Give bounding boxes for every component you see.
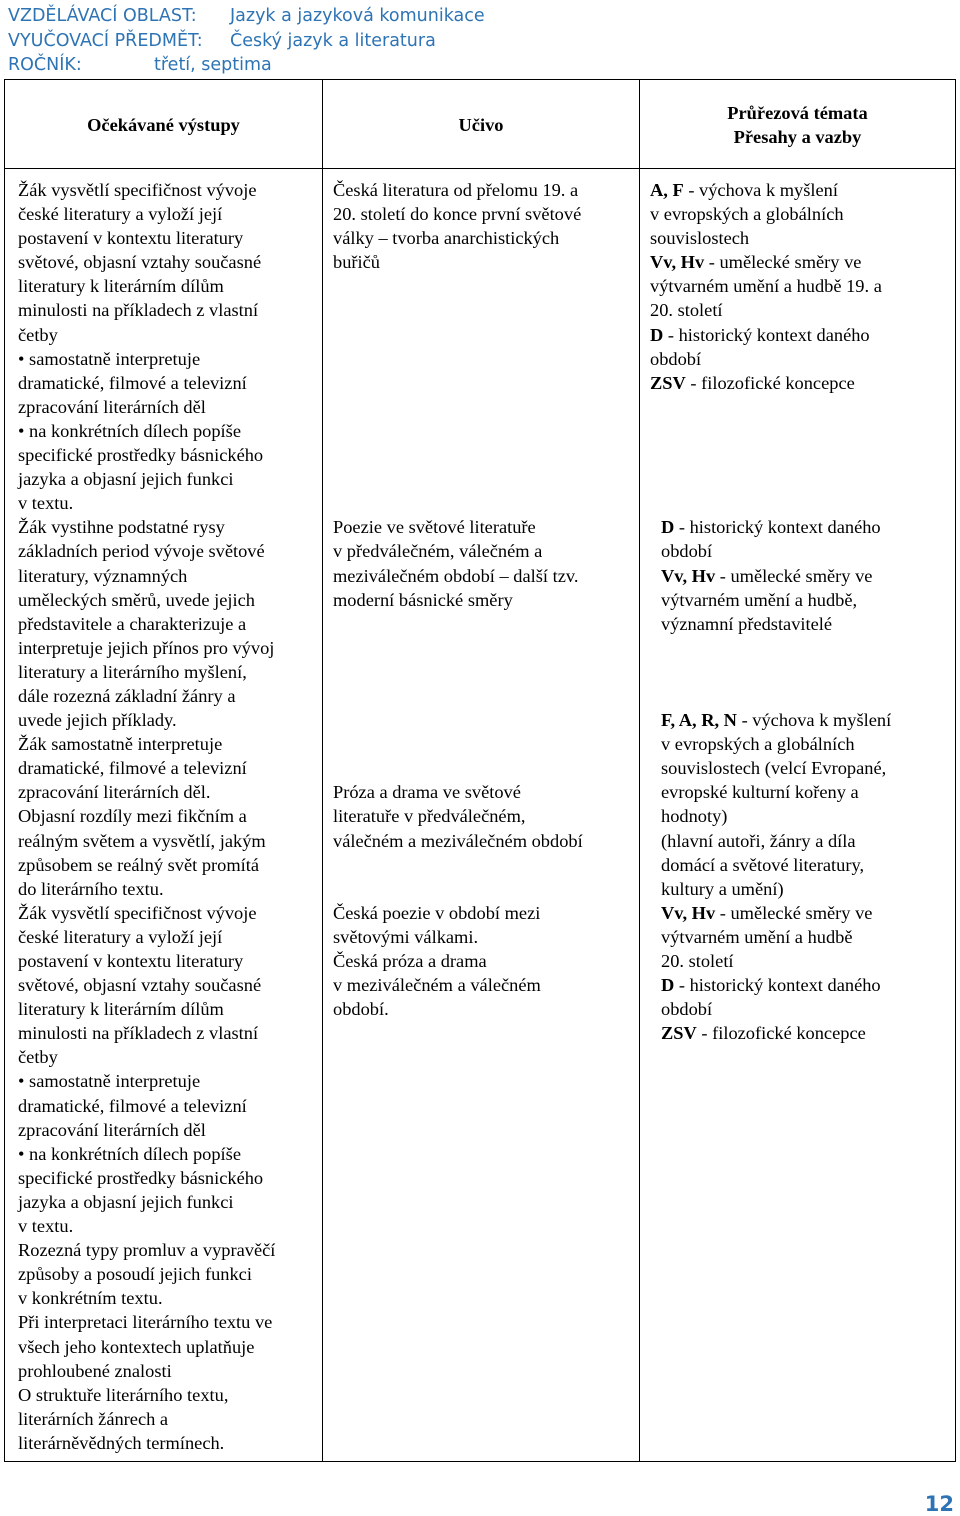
subject-abbrev: F, A, R, N (661, 710, 737, 731)
crosscutting-text: evropské kulturní kořeny a (661, 782, 859, 803)
curriculum-line (333, 443, 635, 467)
outcome-line: literatury a literárního myšlení, (18, 661, 247, 682)
outcomes-cell (5, 169, 323, 1462)
curriculum-line: literatuře v předválečném, (333, 806, 526, 827)
curriculum-line (333, 298, 635, 322)
crosscutting-text: souvislostech (velcí Evropané, (661, 758, 887, 779)
outcome-line: Žák vystihne podstatné rysy (18, 517, 225, 538)
page-number: 12 (924, 1492, 954, 1516)
area-label: VZDĚLÁVACÍ OBLAST: (8, 6, 197, 26)
outcome-line: postavení v kontextu literatury (18, 951, 244, 971)
crosscutting-text: - filozofické koncepce (696, 1023, 866, 1044)
crosscutting-line (650, 829, 951, 853)
subject-abbrev: Vv, Hv (661, 902, 716, 923)
outcome-line: četby (18, 1047, 58, 1068)
outcome-line: minulosti na příkladech z vlastní (18, 1023, 259, 1044)
outcome-line: české literatury a vyloží její (18, 926, 223, 947)
col-header-crosscutting: Průřezová témata Přesahy a vazby (640, 80, 956, 169)
outcome-line: základních period vývoje světové (18, 541, 265, 562)
grade-row (8, 53, 485, 78)
table-header-row (5, 80, 956, 169)
subject-abbrev: A, F (650, 180, 684, 200)
crosscutting-text: - historický kontext daného (663, 324, 870, 345)
crosscutting-line (650, 708, 951, 732)
crosscutting-text: 20. století (661, 951, 734, 971)
outcome-line: postavení v kontextu literatury (18, 228, 244, 249)
subject-abbrev: ZSV (650, 372, 686, 393)
subject-abbrev: D (661, 975, 675, 996)
crosscutting-line (650, 612, 951, 636)
outcome-line: literatury k literárním dílům (18, 276, 224, 297)
outcome-line: specifické prostředky básnického (18, 445, 264, 466)
crosscutting-text: - historický kontext daného (674, 975, 881, 996)
outcome-line: • samostatně interpretuje (18, 1071, 201, 1092)
crosscutting-line (650, 901, 951, 925)
curriculum-line (333, 877, 635, 901)
outcome-line: interpretuje jejich přínos pro vývoj (18, 637, 275, 658)
curriculum-line (333, 636, 635, 660)
outcome-line: jazyka a objasní jejich funkci (18, 469, 234, 490)
outcome-line: Žák samostatně interpretuje (18, 734, 223, 755)
outcome-line: české literatury a vyloží její (18, 204, 223, 225)
outcome-line: specifické prostředky básnického (18, 1167, 264, 1188)
crosscutting-line (650, 515, 951, 539)
crosscutting-text: - umělecké směry ve (715, 565, 873, 586)
outcome-line: způsoby a posoudí jejich funkci (18, 1264, 252, 1285)
outcome-line: zpracování literárních děl (18, 1119, 206, 1140)
curriculum-line (333, 660, 635, 684)
curriculum-line: období. (333, 999, 389, 1020)
crosscutting-line (650, 756, 951, 780)
crosscutting-text: v evropských a globálních (661, 734, 855, 755)
outcome-line: Objasní rozdíly mezi fikčním a (18, 806, 247, 827)
outcome-line: literatury k literárním dílům (18, 999, 224, 1020)
crosscutting-line (650, 780, 951, 804)
curriculum-line (333, 612, 635, 636)
crosscutting-line (650, 347, 951, 371)
crosscutting-line (650, 274, 951, 298)
outcome-line: O struktuře literárního textu, (18, 1384, 229, 1405)
outcome-line: reálným světem a vysvětlí, jakým (18, 830, 266, 851)
curriculum-cell (323, 169, 640, 1462)
crosscutting-line (650, 564, 951, 588)
outcome-line: Žák vysvětlí specifičnost vývoje (18, 902, 257, 923)
curriculum-line: světovými válkami. (333, 926, 479, 947)
subject-value: Český jazyk a literatura (230, 30, 436, 51)
outcome-line: světové, objasní vztahy současné (18, 975, 262, 996)
curriculum-line: 20. století do konce první světové (333, 204, 582, 225)
crosscutting-line (650, 443, 951, 467)
crosscutting-text: souvislostech (650, 228, 750, 249)
curriculum-line (333, 491, 635, 515)
crosscutting-line (650, 877, 951, 901)
outcome-line: minulosti na příkladech z vlastní (18, 300, 259, 321)
outcome-line: dramatické, filmové a televizní (18, 1095, 247, 1116)
subject-abbrev: D (650, 324, 664, 345)
outcome-line: literárních žánrech a (18, 1408, 169, 1429)
curriculum-line: Česká próza a drama (333, 951, 487, 971)
crosscutting-line (650, 732, 951, 756)
curriculum-line: v předválečném, válečném a (333, 541, 543, 562)
crosscutting-line (650, 804, 951, 828)
crosscutting-text: (hlavní autoři, žánry a díla (661, 830, 856, 851)
curriculum-line: Česká poezie v období mezi (333, 902, 541, 923)
crosscutting-line (650, 660, 951, 684)
grade-label: ROČNÍK: (8, 55, 82, 75)
outcome-line: • na konkrétních dílech popíše (18, 1143, 241, 1164)
curriculum-line (333, 371, 635, 395)
crosscutting-line (650, 250, 951, 274)
curriculum-line: buřičů (333, 252, 380, 273)
crosscutting-line (650, 636, 951, 660)
outcome-line: dále rozezná základní žánry a (18, 685, 236, 706)
outcome-line: literárněvědných termínech. (18, 1432, 225, 1453)
outcome-line: uměleckých směrů, uvede jejich (18, 589, 255, 610)
crosscutting-line (650, 539, 951, 563)
crosscutting-line (650, 925, 951, 949)
crosscutting-text: kultury a umění) (661, 878, 784, 899)
crosscutting-line (650, 178, 951, 202)
area-value: Jazyk a jazyková komunikace (230, 6, 485, 26)
crosscutting-line (650, 588, 951, 612)
curriculum-line (333, 395, 635, 419)
curriculum-line (333, 708, 635, 732)
crosscutting-line (650, 371, 951, 395)
crosscutting-line (650, 997, 951, 1021)
outcome-line: Při interpretaci literárního textu ve (18, 1312, 273, 1333)
curriculum-line (333, 274, 635, 298)
document-header (8, 4, 485, 78)
grade-value: třetí, septima (154, 55, 272, 75)
crosscutting-text: 20. století (650, 300, 723, 321)
outcome-line: v konkrétním textu. (18, 1288, 163, 1309)
outcome-line: zpracování literárních děl (18, 396, 206, 417)
subject-abbrev: Vv, Hv (661, 565, 716, 586)
curriculum-line (333, 732, 635, 756)
crosscutting-line (650, 202, 951, 226)
outcome-line: • na konkrétních dílech popíše (18, 420, 241, 441)
crosscutting-text: období (661, 999, 713, 1020)
crosscutting-line (650, 395, 951, 419)
curriculum-line (333, 467, 635, 491)
curriculum-line: války – tvorba anarchistických (333, 228, 560, 249)
crosscutting-text: - výchova k myšlení (683, 180, 838, 200)
curriculum-line: Česká literatura od přelomu 19. a (333, 180, 579, 200)
outcome-line: zpracování literárních děl. (18, 782, 211, 803)
subject-row (8, 29, 485, 54)
subject-abbrev: Vv, Hv (650, 252, 705, 273)
outcome-line: světové, objasní vztahy současné (18, 252, 262, 273)
curriculum-line: moderní básnické směry (333, 589, 513, 610)
curriculum-table (4, 79, 956, 1462)
crosscutting-text: - umělecké směry ve (704, 252, 862, 273)
outcome-line: Žák vysvětlí specifičnost vývoje (18, 180, 257, 200)
crosscutting-line (650, 467, 951, 491)
crosscutting-line (650, 973, 951, 997)
outcome-line: všech jeho kontextech uplatňuje (18, 1336, 255, 1357)
outcome-line: Rozezná typy promluv a vypravěčí (18, 1240, 276, 1261)
crosscutting-line (650, 323, 951, 347)
crosscutting-text: v evropských a globálních (650, 204, 844, 225)
crosscutting-text: výtvarném umění a hudbě, (661, 589, 858, 610)
outcome-line: uvede jejich příklady. (18, 710, 177, 731)
crosscutting-text: hodnoty) (661, 806, 728, 827)
crosscutting-text: - umělecké směry ve (715, 902, 873, 923)
crosscutting-text: domácí a světové literatury, (661, 854, 865, 875)
outcome-line: jazyka a objasní jejich funkci (18, 1191, 234, 1212)
crosscutting-line (650, 491, 951, 515)
curriculum-line: Poezie ve světové literatuře (333, 517, 536, 538)
crosscutting-text: období (661, 541, 713, 562)
outcome-line: dramatické, filmové a televizní (18, 758, 247, 779)
crosscutting-text: výtvarném umění a hudbě (661, 926, 853, 947)
crosscutting-text: období (650, 348, 702, 369)
outcome-line: do literárního textu. (18, 878, 164, 899)
outcome-line: v textu. (18, 493, 74, 514)
curriculum-line (333, 323, 635, 347)
crosscutting-line (650, 1021, 951, 1045)
crosscutting-line (650, 853, 951, 877)
crosscutting-text: výtvarném umění a hudbě 19. a (650, 276, 882, 297)
col-header-curriculum: Učivo (323, 80, 640, 169)
crosscutting-line (650, 226, 951, 250)
outcome-line: literatury, významných (18, 565, 188, 586)
crosscutting-line (650, 684, 951, 708)
area-row (8, 4, 485, 29)
outcome-line: četby (18, 324, 58, 345)
outcome-line: v textu. (18, 1216, 74, 1237)
outcome-line: prohloubené znalosti (18, 1360, 172, 1381)
outcome-line: dramatické, filmové a televizní (18, 372, 247, 393)
crosscutting-line (650, 419, 951, 443)
curriculum-line (333, 684, 635, 708)
col-header-outcomes: Očekávané výstupy (5, 80, 323, 169)
curriculum-line (333, 419, 635, 443)
outcome-line: představitele a charakterizuje a (18, 613, 247, 634)
curriculum-line: v meziválečném a válečném (333, 975, 541, 996)
crosscutting-line (650, 949, 951, 973)
table-row (5, 169, 956, 1462)
curriculum-line (333, 347, 635, 371)
curriculum-line: válečném a meziválečném období (333, 830, 583, 851)
subject-abbrev: ZSV (661, 1023, 697, 1044)
curriculum-line: Próza a drama ve světové (333, 782, 521, 803)
subject-label: VYUČOVACÍ PŘEDMĚT: (8, 30, 203, 51)
outcome-line: • samostatně interpretuje (18, 348, 201, 369)
curriculum-line: meziválečném období – další tzv. (333, 565, 579, 586)
crosscutting-text: významní představitelé (661, 613, 833, 634)
crosscutting-text: - filozofické koncepce (685, 372, 855, 393)
crosscutting-text: - historický kontext daného (674, 517, 881, 538)
curriculum-line (333, 756, 635, 780)
crosscutting-text: - výchova k myšlení (736, 710, 892, 731)
crosscutting-line (650, 298, 951, 322)
curriculum-line (333, 853, 635, 877)
crosscutting-cell (640, 169, 956, 1462)
outcome-line: způsobem se reálný svět promítá (18, 854, 260, 875)
subject-abbrev: D (661, 517, 675, 538)
